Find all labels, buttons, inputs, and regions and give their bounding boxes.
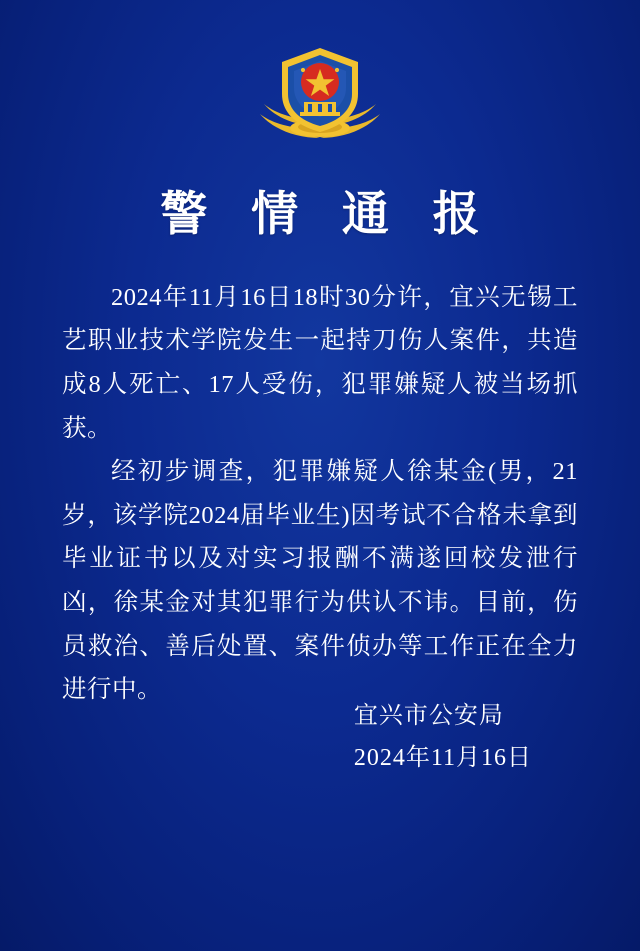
- page-title: 警 情 通 报: [160, 189, 496, 241]
- notice-paragraph-1: 2024年11月16日18时30分许，宜兴无锡工艺职业技术学院发生一起持刀伤人案件，共造成8人死亡、17人受伤，犯罪嫌疑人被当场抓获。: [62, 283, 578, 442]
- china-police-emblem-icon: [254, 42, 386, 154]
- notice-body: [62, 276, 578, 712]
- emblem-container: [62, 0, 578, 154]
- notice-paragraph-2: 经初步调查，犯罪嫌疑人徐某金(男，21岁，该学院2024届毕业生)因考试不合格未拿到毕业证书以及对实习报酬不满遂回校发泄行凶，徐某金对其犯罪行为供认不讳。目前，伤员救治、善后处置、案件侦办等工作正在全力进行中。: [62, 458, 578, 704]
- issue-date: 2024年11月16日: [353, 745, 532, 771]
- issuer-name: 宜兴市公安局: [353, 703, 504, 729]
- signature-block: [354, 695, 532, 779]
